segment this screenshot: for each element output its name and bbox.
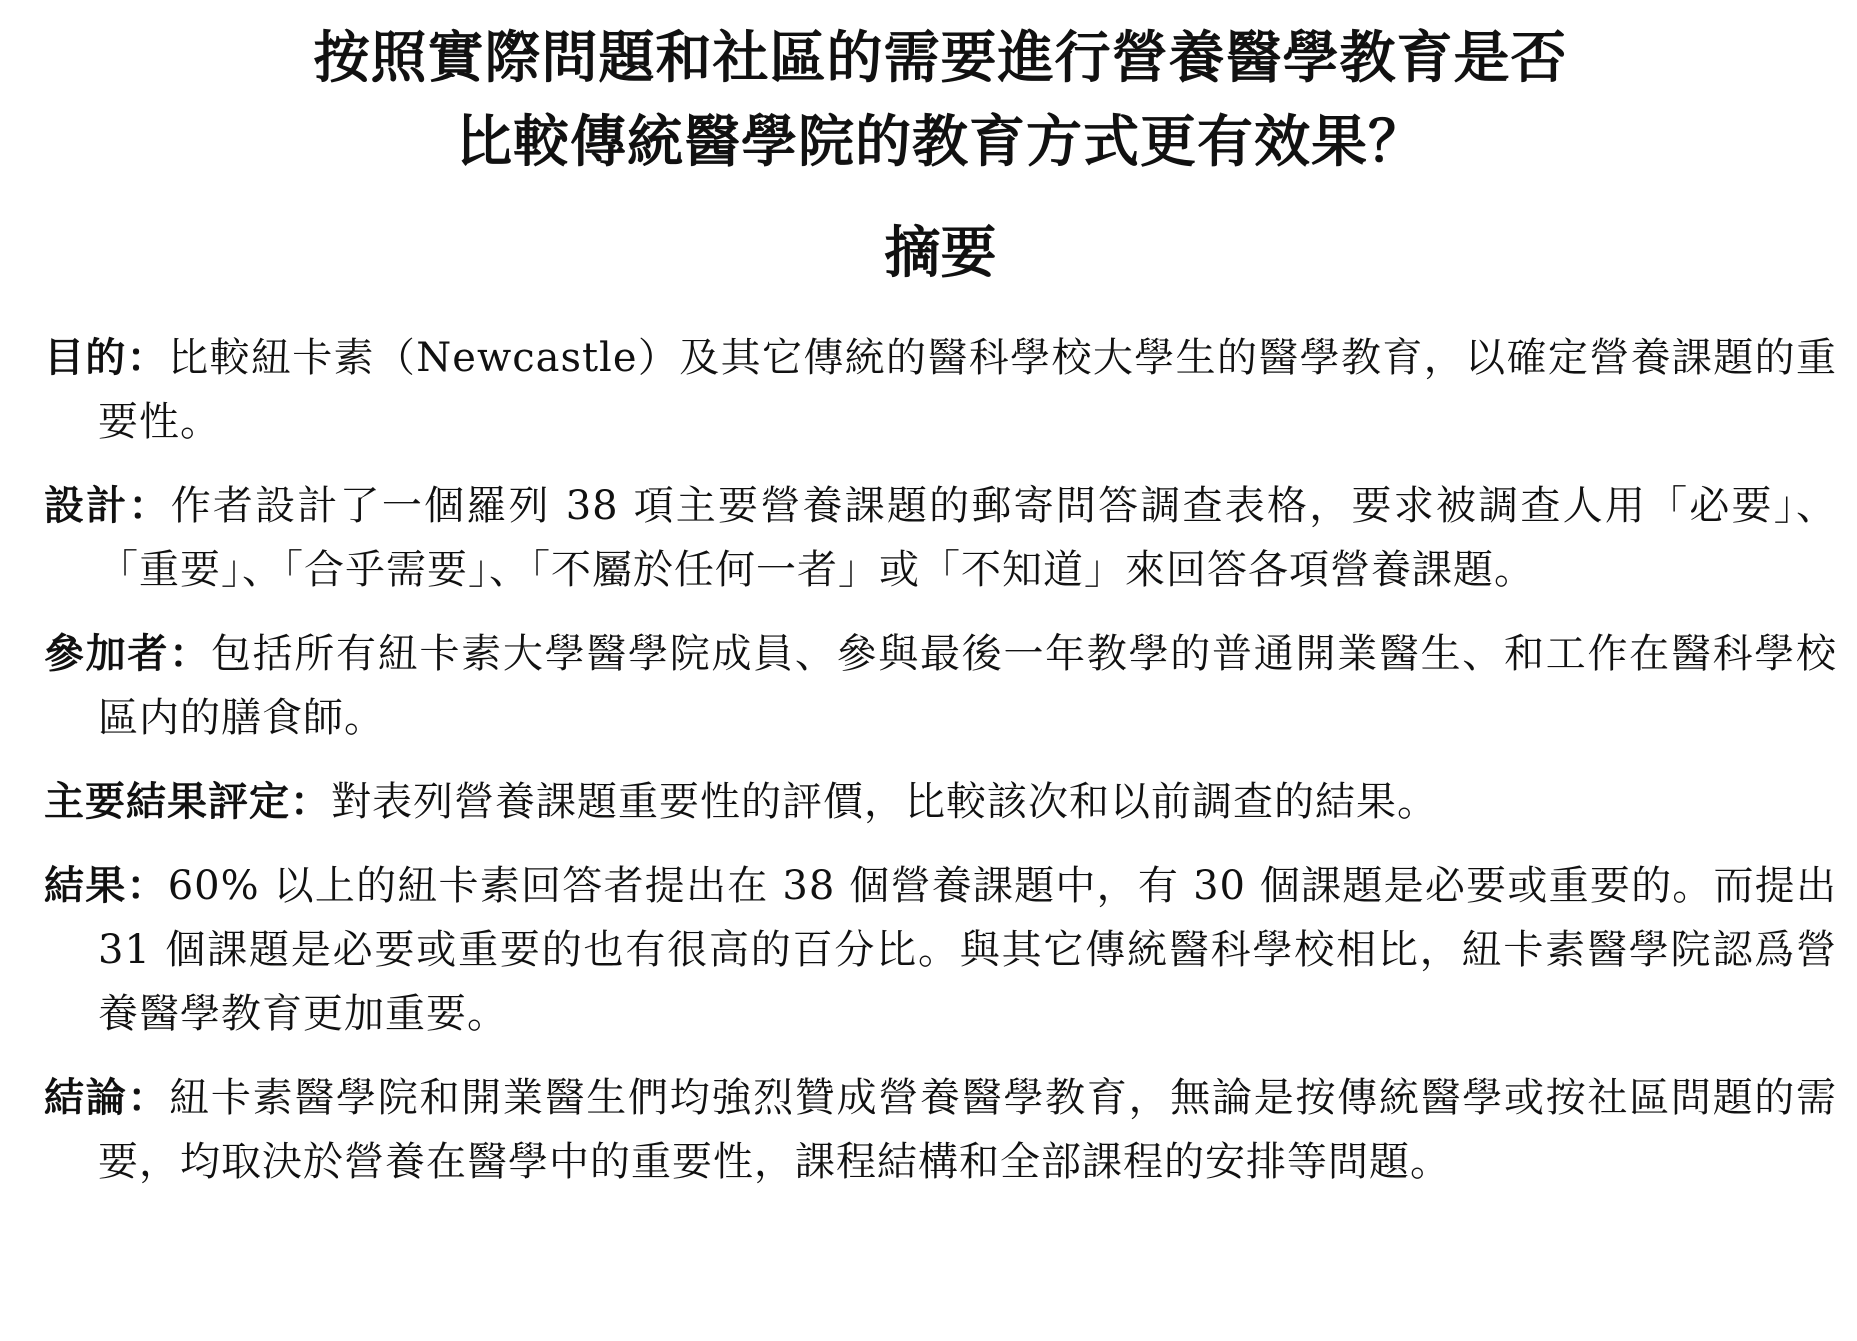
section-colon: ：	[128, 482, 171, 529]
section-objective	[44, 326, 1837, 454]
section-text: 60% 以上的紐卡素回答者提出在 38 個營養課題中，有 30 個課題是必要或重要的。而提出 31 個課題是必要或重要的也有很高的百分比。與其它傳統醫科學校相比，紐卡素醫學院認爲營養醫學教育更加重要。	[98, 863, 1838, 1037]
section-text: 紐卡素醫學院和開業醫生們均強烈贊成營養醫學教育，無論是按傳統醫學或按社區問題的需要，均取決於營養在醫學中的重要性，課程結構和全部課程的安排等問題。	[98, 1075, 1838, 1185]
section-label: 結論	[44, 1074, 128, 1121]
paper-title	[44, 16, 1837, 184]
section-colon: ：	[126, 334, 169, 381]
section-text: 對表列營養課題重要性的評價，比較該次和以前調查的結果。	[331, 779, 1438, 825]
section-results	[44, 854, 1837, 1046]
section-conclusions	[44, 1066, 1837, 1194]
section-label: 設計	[44, 482, 129, 529]
section-label: 主要結果評定	[44, 778, 290, 825]
abstract-heading: 摘要	[884, 220, 997, 286]
section-colon: ：	[290, 778, 331, 825]
section-design	[44, 474, 1837, 602]
title-line-2: 比較傳統醫學院的教育方式更有效果？	[456, 109, 1425, 175]
section-label: 目的	[44, 334, 127, 381]
section-text: 作者設計了一個羅列 38 項主要營養課題的郵寄問答調查表格，要求被調查人用「必要」、「重要」、「合乎需要」、「不屬於任何一者」或「不知道」來回答各項營養課題。	[98, 483, 1838, 593]
section-text: 比較紐卡素（Newcastle）及其它傳統的醫科學校大學生的醫學教育，以確定營養課題的重要性。	[98, 335, 1838, 445]
section-colon: ：	[126, 862, 168, 909]
section-participants	[44, 622, 1837, 750]
section-main-outcome-measures	[44, 770, 1837, 834]
section-colon: ：	[127, 1074, 170, 1121]
section-text: 包括所有紐卡素大學醫學院成員、參與最後一年教學的普通開業醫生、和工作在醫科學校區内的膳食師。	[98, 631, 1838, 741]
section-label: 參加者	[44, 630, 170, 677]
section-colon: ：	[169, 630, 211, 677]
title-line-1: 按照實際問題和社區的需要進行營養醫學教育是否	[313, 25, 1568, 91]
section-label: 結果	[44, 862, 127, 909]
